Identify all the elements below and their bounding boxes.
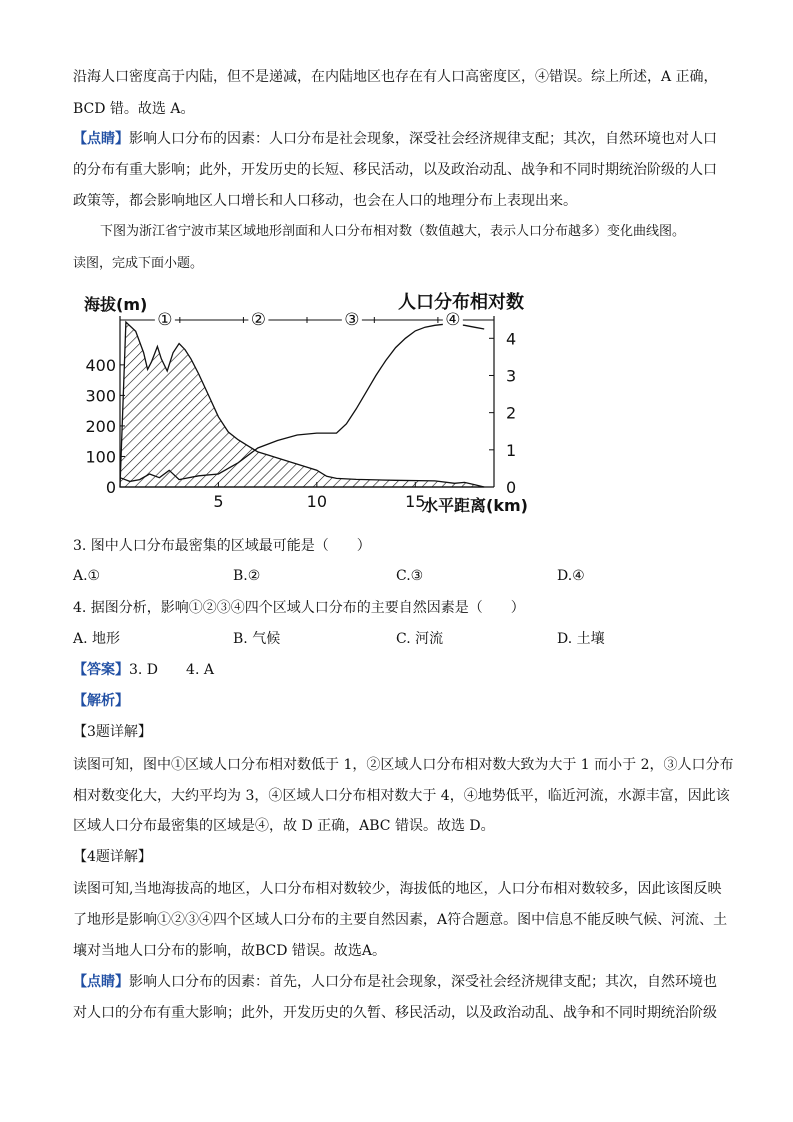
answer-text: 3. D 4. A (129, 662, 214, 678)
answer-tag: 【答案】 (73, 662, 129, 678)
left-tick-label: 100 (85, 447, 116, 467)
terrain-population-chart (80, 284, 540, 516)
q4-option-b: B. 气候 (233, 631, 281, 647)
q4-detail-line: 了地形是影响①②③④四个区域人口分布的主要自然因素，A符合题意。图中信息不能反映气候、河流、土 (73, 912, 728, 928)
paragraph-line: BCD 错。故选 A。 (73, 101, 195, 117)
dianjing-line (73, 129, 717, 149)
right-tick-label: 2 (506, 403, 517, 423)
dianjing-text: 影响人口分布的因素：人口分布是社会现象，深受社会经济规律支配；其次，自然环境也对人口 (129, 131, 717, 147)
dianjing2-line (73, 972, 717, 992)
x-tick-label: 5 (213, 492, 224, 511)
left-tick-label: 200 (85, 416, 116, 436)
q4-detail-line: 读图可知,当地海拔高的地区，人口分布相对数较少，海拔低的地区，人口分布相对数较多，因此该图反映 (73, 881, 722, 897)
paragraph-line: 的分布有重大影响；此外，开发历史的长短、移民活动，以及政治动乱、战争和不同时期统治阶级的人口 (73, 162, 717, 178)
q3-option-b: B.② (233, 568, 261, 584)
q4-detail-tag: 【4题详解】 (73, 849, 152, 865)
intro-line: 下图为浙江省宁波市某区域地形剖面和人口分布相对数（数值越大，表示人口分布越多）变化曲线图。 (100, 224, 686, 239)
right-tick-label: 0 (506, 478, 517, 497)
paragraph-line: 沿海人口密度高于内陆，但不是递减，在内陆地区也存在有人口高密度区，④错误。综上所述，A 正确， (73, 69, 718, 85)
x-tick-label: 10 (306, 492, 328, 511)
right-axis-label: 人口分布相对数 (398, 292, 524, 313)
right-tick-label: 1 (506, 440, 517, 460)
paragraph-line: 政策等，都会影响地区人口增长和人口移动，也会在人口的地理分布上表现出来。 (73, 193, 577, 209)
right-tick-label: 4 (506, 329, 517, 349)
q3-option-a: A.① (73, 568, 101, 584)
dianjing-tag: 【点睛】 (73, 131, 129, 147)
answer-line (73, 660, 214, 680)
left-tick-label: 0 (105, 478, 116, 497)
q4-option-a: A. 地形 (73, 631, 121, 647)
elevation-area (120, 322, 484, 487)
region-label: ③ (344, 310, 360, 330)
region-label: ① (157, 310, 173, 330)
q3-detail-line: 区域人口分布最密集的区域是④，故 D 正确，ABC 错误。故选 D。 (73, 818, 495, 834)
q3-detail-line: 读图可知，图中①区域人口分布相对数低于 1，②区域人口分布相对数大致为大于 1 而小于 2，③人口分布 (73, 757, 734, 773)
left-tick-label: 300 (85, 386, 116, 406)
left-axis-label: 海拔(m) (84, 295, 148, 314)
dianjing2-tag: 【点睛】 (73, 974, 129, 990)
q4-option-d: D. 土壤 (557, 631, 605, 647)
dianjing2-line: 对人口的分布有重大影响；此外，开发历史的久暂、移民活动，以及政治动乱、战争和不同时期统治阶级 (73, 1005, 717, 1021)
q3-option-c: C.③ (396, 568, 424, 584)
left-tick-label: 400 (85, 355, 116, 375)
x-tick-label: 15 (405, 492, 426, 511)
question-4: 4. 据图分析，影响①②③④四个区域人口分布的主要自然因素是（ ） (73, 600, 525, 616)
q4-option-c: C. 河流 (396, 631, 444, 647)
q3-detail-tag: 【3题详解】 (73, 724, 152, 740)
region-label: ④ (445, 310, 461, 330)
analysis-tag: 【解析】 (73, 693, 129, 709)
right-tick-label: 3 (506, 366, 517, 386)
intro-line: 读图，完成下面小题。 (73, 256, 204, 271)
q4-detail-line: 壤对当地人口分布的影响，故BCD 错误。故选A。 (73, 943, 387, 959)
dianjing2-text: 影响人口分布的因素：首先，人口分布是社会现象，深受社会经济规律支配；其次，自然环境也 (129, 974, 717, 990)
q3-detail-line: 相对数变化大，大约平均为 3，④区域人口分布相对数大于 4，④地势低平，临近河流，水源丰富，因此该 (73, 788, 730, 804)
question-3: 3. 图中人口分布最密集的区域最可能是（ ） (73, 538, 371, 554)
region-label: ② (250, 310, 267, 330)
q3-option-d: D.④ (557, 568, 585, 584)
x-axis-label: 水平距离(km) (422, 496, 528, 515)
